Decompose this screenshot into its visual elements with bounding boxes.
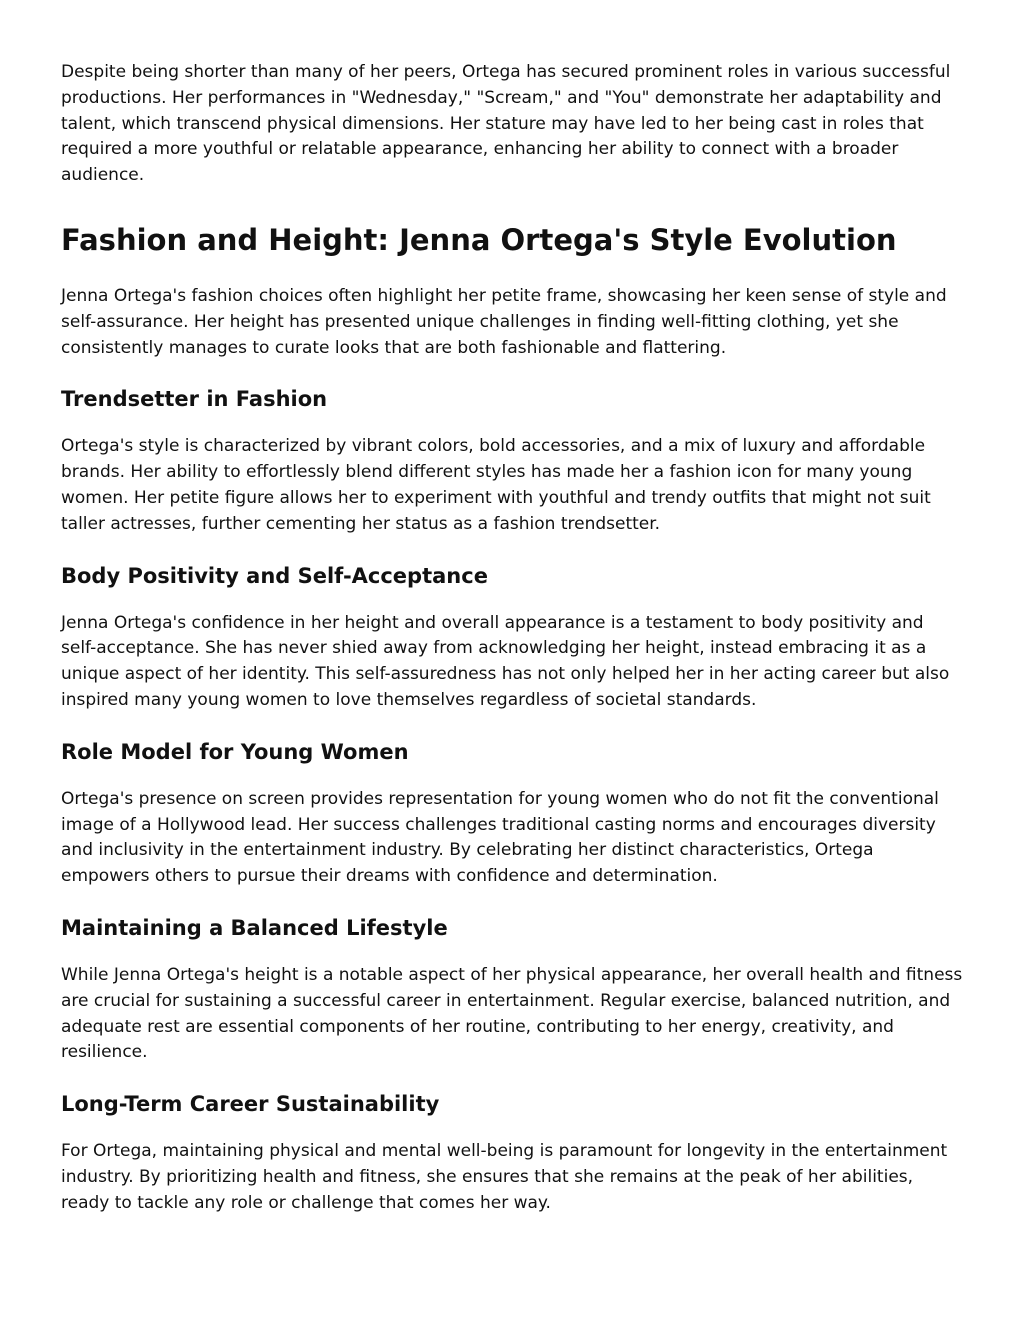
role-model-paragraph: Ortega's presence on screen provides representation for young women who do not fit the conventional image of a Hollywood lead. Her success challenges traditional casting norms and encourages diversity and inclusivity in the entertainment industry. By celebrating her distinct characteristics, Ortega empowers others to pursue their dreams with confidence and determination. — [61, 788, 939, 887]
body-positivity-paragraph: Jenna Ortega's confidence in her height and overall appearance is a testament to body positivity and self-acceptance. She has never shied away from acknowledging her height, instead embracing it as a unique aspect of her identity. This self-assuredness has not only helped her in her acting career but also inspired many young women to love themselves regardless of societal standards. — [61, 612, 950, 710]
fashion-and-height-paragraph: Jenna Ortega's fashion choices often highlight her petite frame, showcasing her keen sense of style and self-assurance. Her height has presented unique challenges in finding well-fitting clothing, yet she consistently manages to curate looks that are both fashionable and flattering. — [61, 285, 947, 358]
balanced-lifestyle-paragraph: While Jenna Ortega's height is a notable aspect of her physical appearance, her overall health and fitness are crucial for sustaining a successful career in entertainment. Regular exercise, balanced nutrition, and adequate rest are essential components of her routine, contributing to her energy, creativity, and resilience. — [61, 964, 963, 1063]
trendsetter-paragraph: Ortega's style is characterized by vibrant colors, bold accessories, and a mix of luxury and affordable brands. Her ability to effortlessly blend different styles has made her a fashion icon for many young women. Her petite figure allows her to experiment with youthful and trendy outfits that might not suit taller actresses, further cementing her status as a fashion trendsetter. — [61, 436, 931, 534]
career-sustainability-paragraph: For Ortega, maintaining physical and mental well-being is paramount for longevity in the entertainment industry. By prioritizing health and fitness, she ensures that she remains at the peak of her abilities, ready to tackle any role or challenge that comes her way. — [61, 1141, 948, 1213]
subheading-career-sustainability: Long-Term Career Sustainability — [61, 1092, 440, 1117]
section-body-positivity — [61, 562, 963, 714]
subheading-balanced-lifestyle: Maintaining a Balanced Lifestyle — [61, 915, 448, 940]
subheading-role-model: Role Model for Young Women — [61, 739, 409, 764]
section-career-sustainability — [61, 1090, 963, 1216]
section-heading-fashion-and-height: Fashion and Height: Jenna Ortega's Style Evolution — [61, 222, 897, 257]
section-trendsetter — [61, 385, 963, 537]
section-role-model — [61, 738, 963, 890]
subheading-body-positivity: Body Positivity and Self-Acceptance — [61, 563, 488, 588]
intro-paragraph: Despite being shorter than many of her peers, Ortega has secured prominent roles in various successful productions. Her performances in "Wednesday," "Scream," and "You" demonstrate her adaptability and talent, which transcend physical dimensions. Her stature may have led to her being cast in roles that required a more youthful or relatable appearance, enhancing her ability to connect with a broader audience. — [61, 62, 951, 186]
section-balanced-lifestyle — [61, 914, 963, 1066]
subheading-trendsetter-in-fashion: Trendsetter in Fashion — [61, 387, 328, 412]
